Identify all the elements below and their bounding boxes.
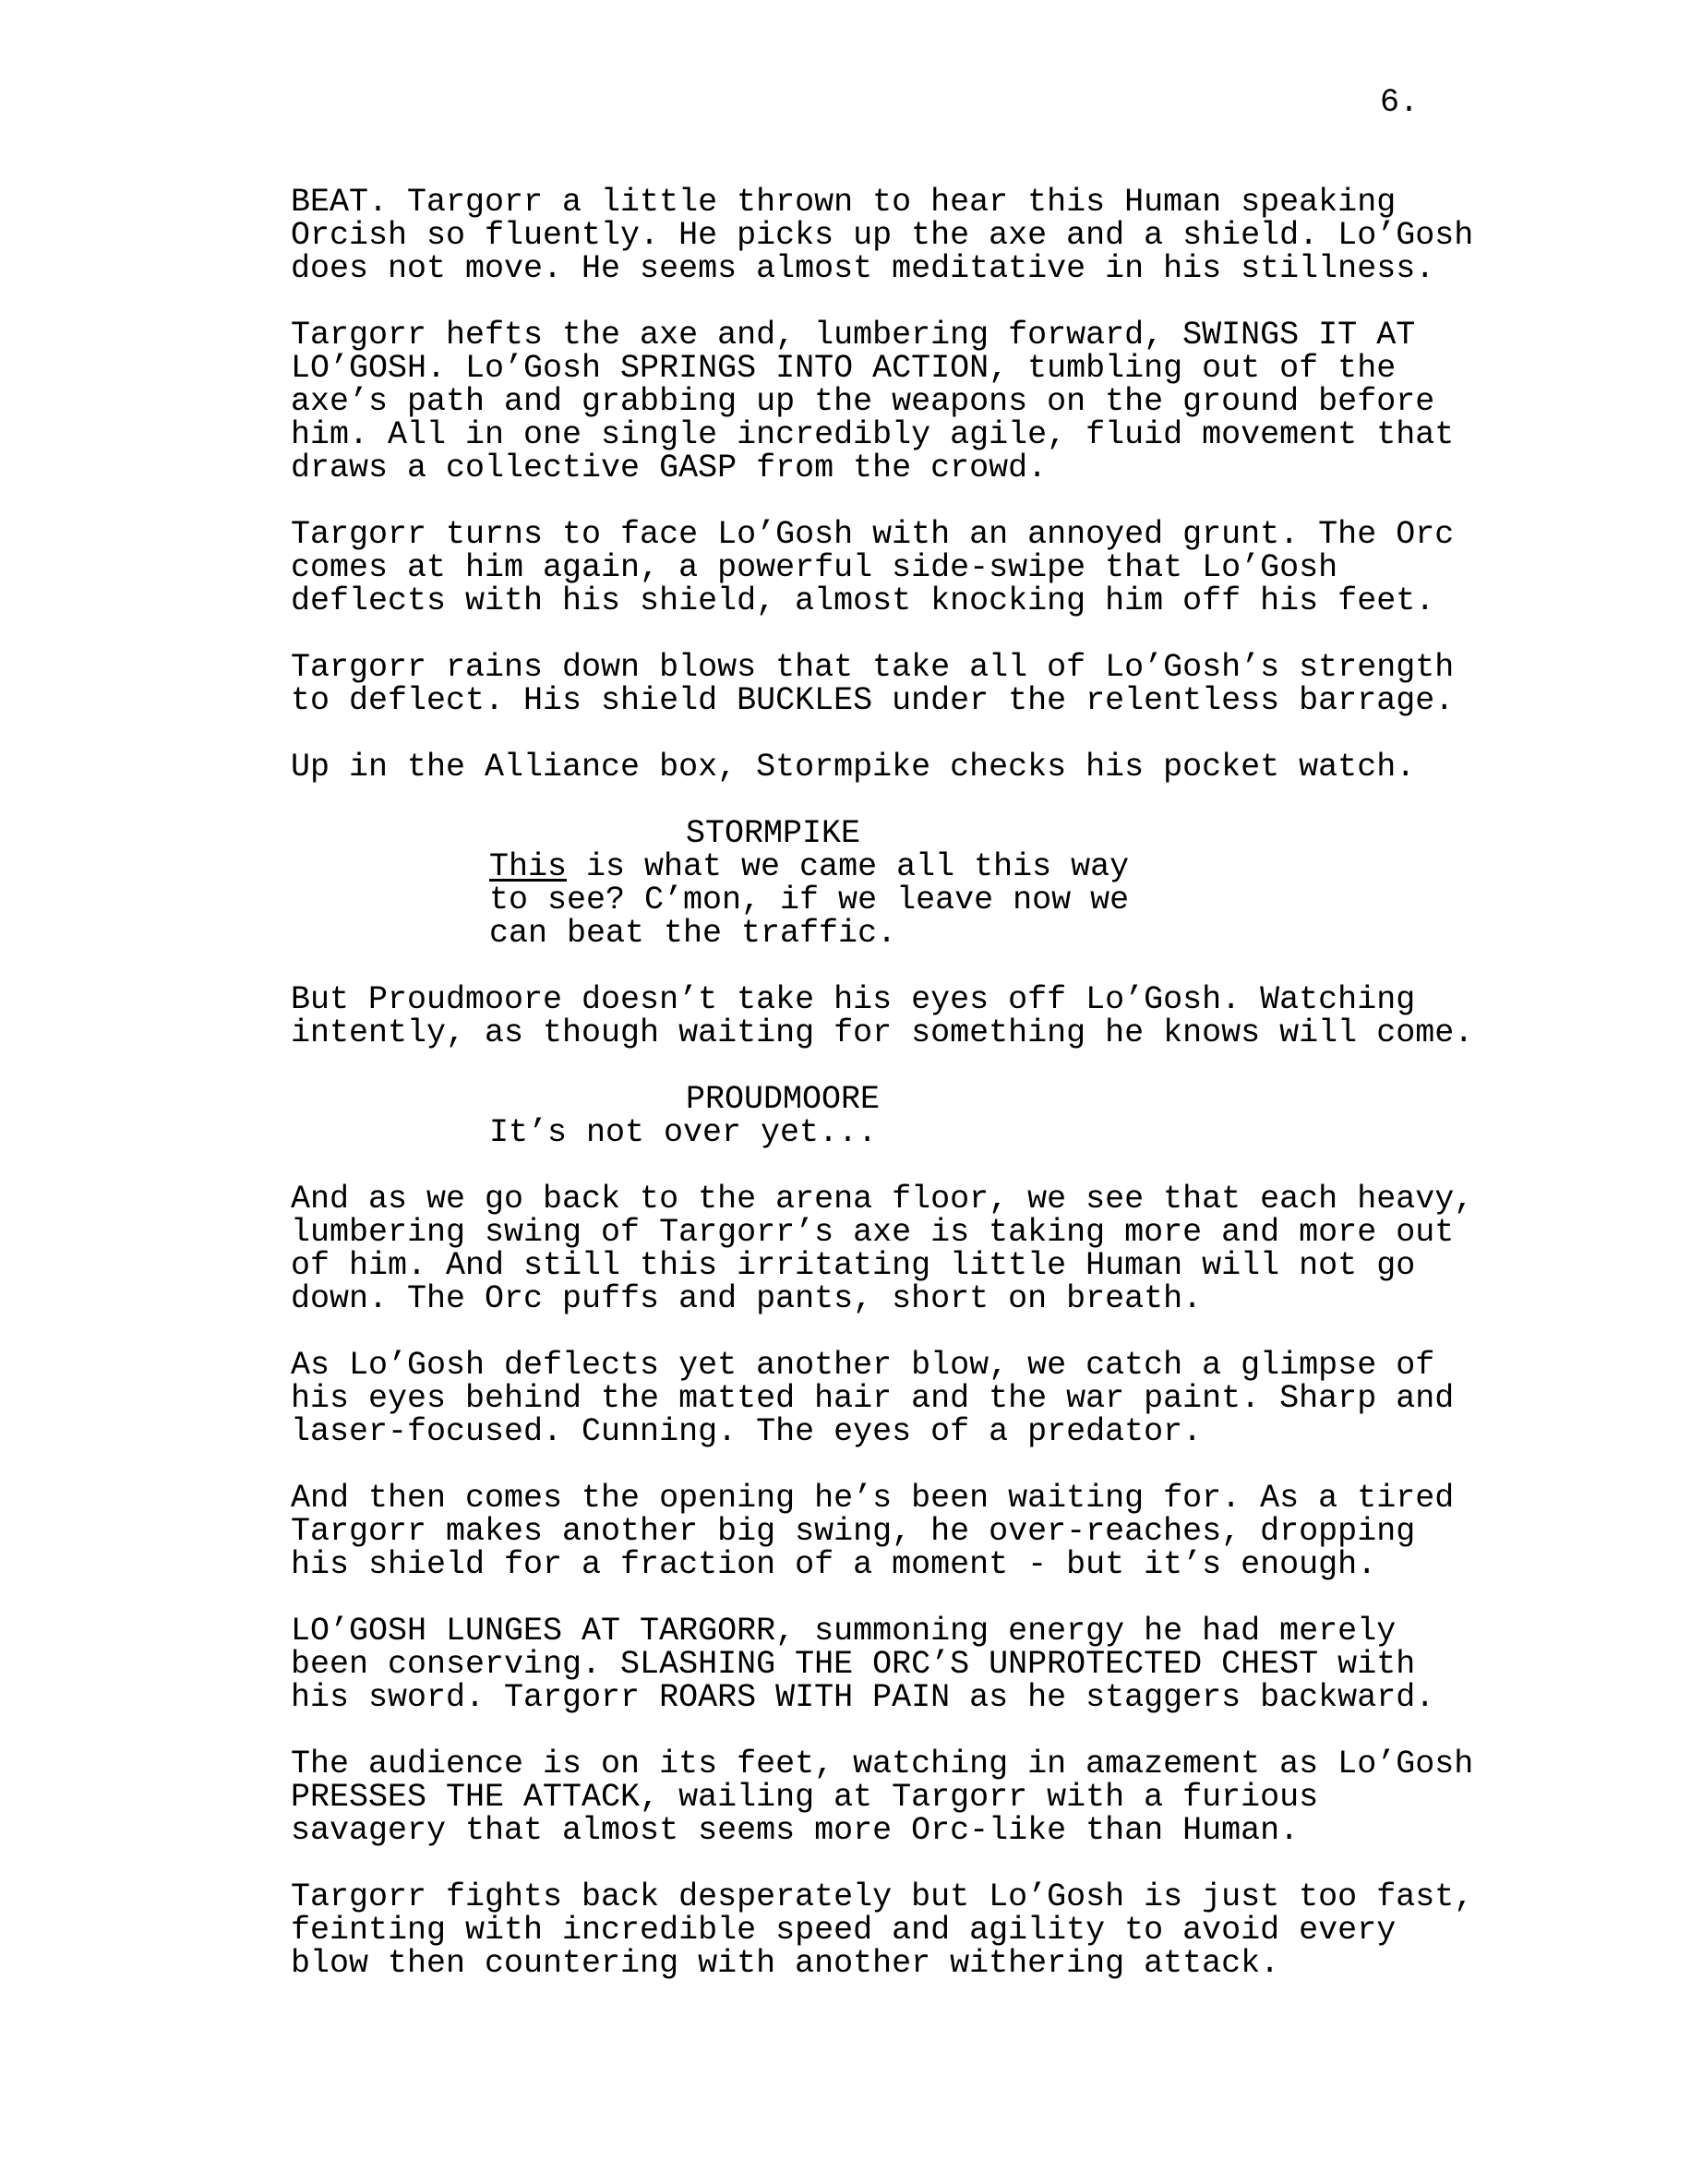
character-name: STORMPIKE [686, 815, 861, 852]
action-line: Targorr hefts the axe and, lumbering forward, SWINGS IT AT [291, 317, 1416, 354]
action-line: LO’GOSH LUNGES AT TARGORR, summoning energy he had merely [291, 1613, 1397, 1650]
action-line: And as we go back to the arena floor, we see that each heavy, [291, 1181, 1474, 1218]
dialogue-line: can beat the traffic. [489, 915, 897, 952]
action-line: And then comes the opening he’s been waiting for. As a tired [291, 1480, 1455, 1517]
action-line: deflects with his shield, almost knocking him off his feet. [291, 582, 1435, 619]
action-line: Up in the Alliance box, Stormpike checks his pocket watch. [291, 749, 1416, 786]
action-line: Targorr rains down blows that take all of Lo’Gosh’s strength [291, 649, 1455, 686]
action-line: him. All in one single incredibly agile, fluid movement that [291, 416, 1455, 453]
action-line: his eyes behind the matted hair and the war paint. Sharp and [291, 1380, 1455, 1417]
action-line: feinting with incredible speed and agility to avoid every [291, 1912, 1397, 1949]
action-line: to deflect. His shield BUCKLES under the relentless barrage. [291, 682, 1455, 719]
action-line: draws a collective GASP from the crowd. [291, 450, 1048, 486]
action-line: BEAT. Targorr a little thrown to hear this Human speaking [291, 184, 1397, 221]
action-line: The audience is on its feet, watching in amazement as Lo’Gosh [291, 1746, 1474, 1782]
dialogue-emphasis: This [489, 848, 568, 885]
action-line: of him. And still this irritating little Human will not go [291, 1247, 1416, 1284]
action-line: But Proudmoore doesn’t take his eyes off Lo’Gosh. Watching [291, 981, 1416, 1018]
action-line: LO’GOSH. Lo’Gosh SPRINGS INTO ACTION, tumbling out of the [291, 350, 1397, 387]
action-line: Targorr fights back desperately but Lo’Gosh is just too fast, [291, 1878, 1474, 1915]
dialogue-line [489, 850, 1129, 883]
action-line: does not move. He seems almost meditative in his stillness. [291, 250, 1435, 287]
action-line: lumbering swing of Targorr’s axe is taking more and more out [291, 1214, 1455, 1251]
dialogue-text: is what we came all this way [567, 848, 1130, 885]
page-number: 6. [1380, 84, 1420, 121]
action-line: his sword. Targorr ROARS WITH PAIN as he staggers backward. [291, 1679, 1435, 1716]
action-line: Orcish so fluently. He picks up the axe and a shield. Lo’Gosh [291, 217, 1474, 254]
action-line: comes at him again, a powerful side-swipe that Lo’Gosh [291, 549, 1338, 586]
action-line: blow then countering with another withering attack. [291, 1945, 1280, 1982]
dialogue-line: to see? C’mon, if we leave now we [489, 882, 1130, 918]
action-line: been conserving. SLASHING THE ORC’S UNPROTECTED CHEST with [291, 1646, 1416, 1683]
action-line: PRESSES THE ATTACK, wailing at Targorr with a furious [291, 1779, 1319, 1816]
action-line: his shield for a fraction of a moment - but it’s enough. [291, 1546, 1377, 1583]
character-name: PROUDMOORE [686, 1081, 881, 1118]
action-line: intently, as though waiting for something he knows will come. [291, 1014, 1474, 1051]
action-line: laser-focused. Cunning. The eyes of a predator. [291, 1413, 1203, 1450]
action-line: Targorr makes another big swing, he over-reaches, dropping [291, 1513, 1416, 1550]
action-line: savagery that almost seems more Orc-like than Human. [291, 1812, 1300, 1849]
action-line: axe’s path and grabbing up the weapons on the ground before [291, 383, 1435, 420]
action-line: Targorr turns to face Lo’Gosh with an annoyed grunt. The Orc [291, 516, 1455, 553]
action-line: down. The Orc puffs and pants, short on breath. [291, 1280, 1203, 1317]
dialogue-line: It’s not over yet... [489, 1114, 878, 1151]
action-line: As Lo’Gosh deflects yet another blow, we catch a glimpse of [291, 1347, 1435, 1384]
